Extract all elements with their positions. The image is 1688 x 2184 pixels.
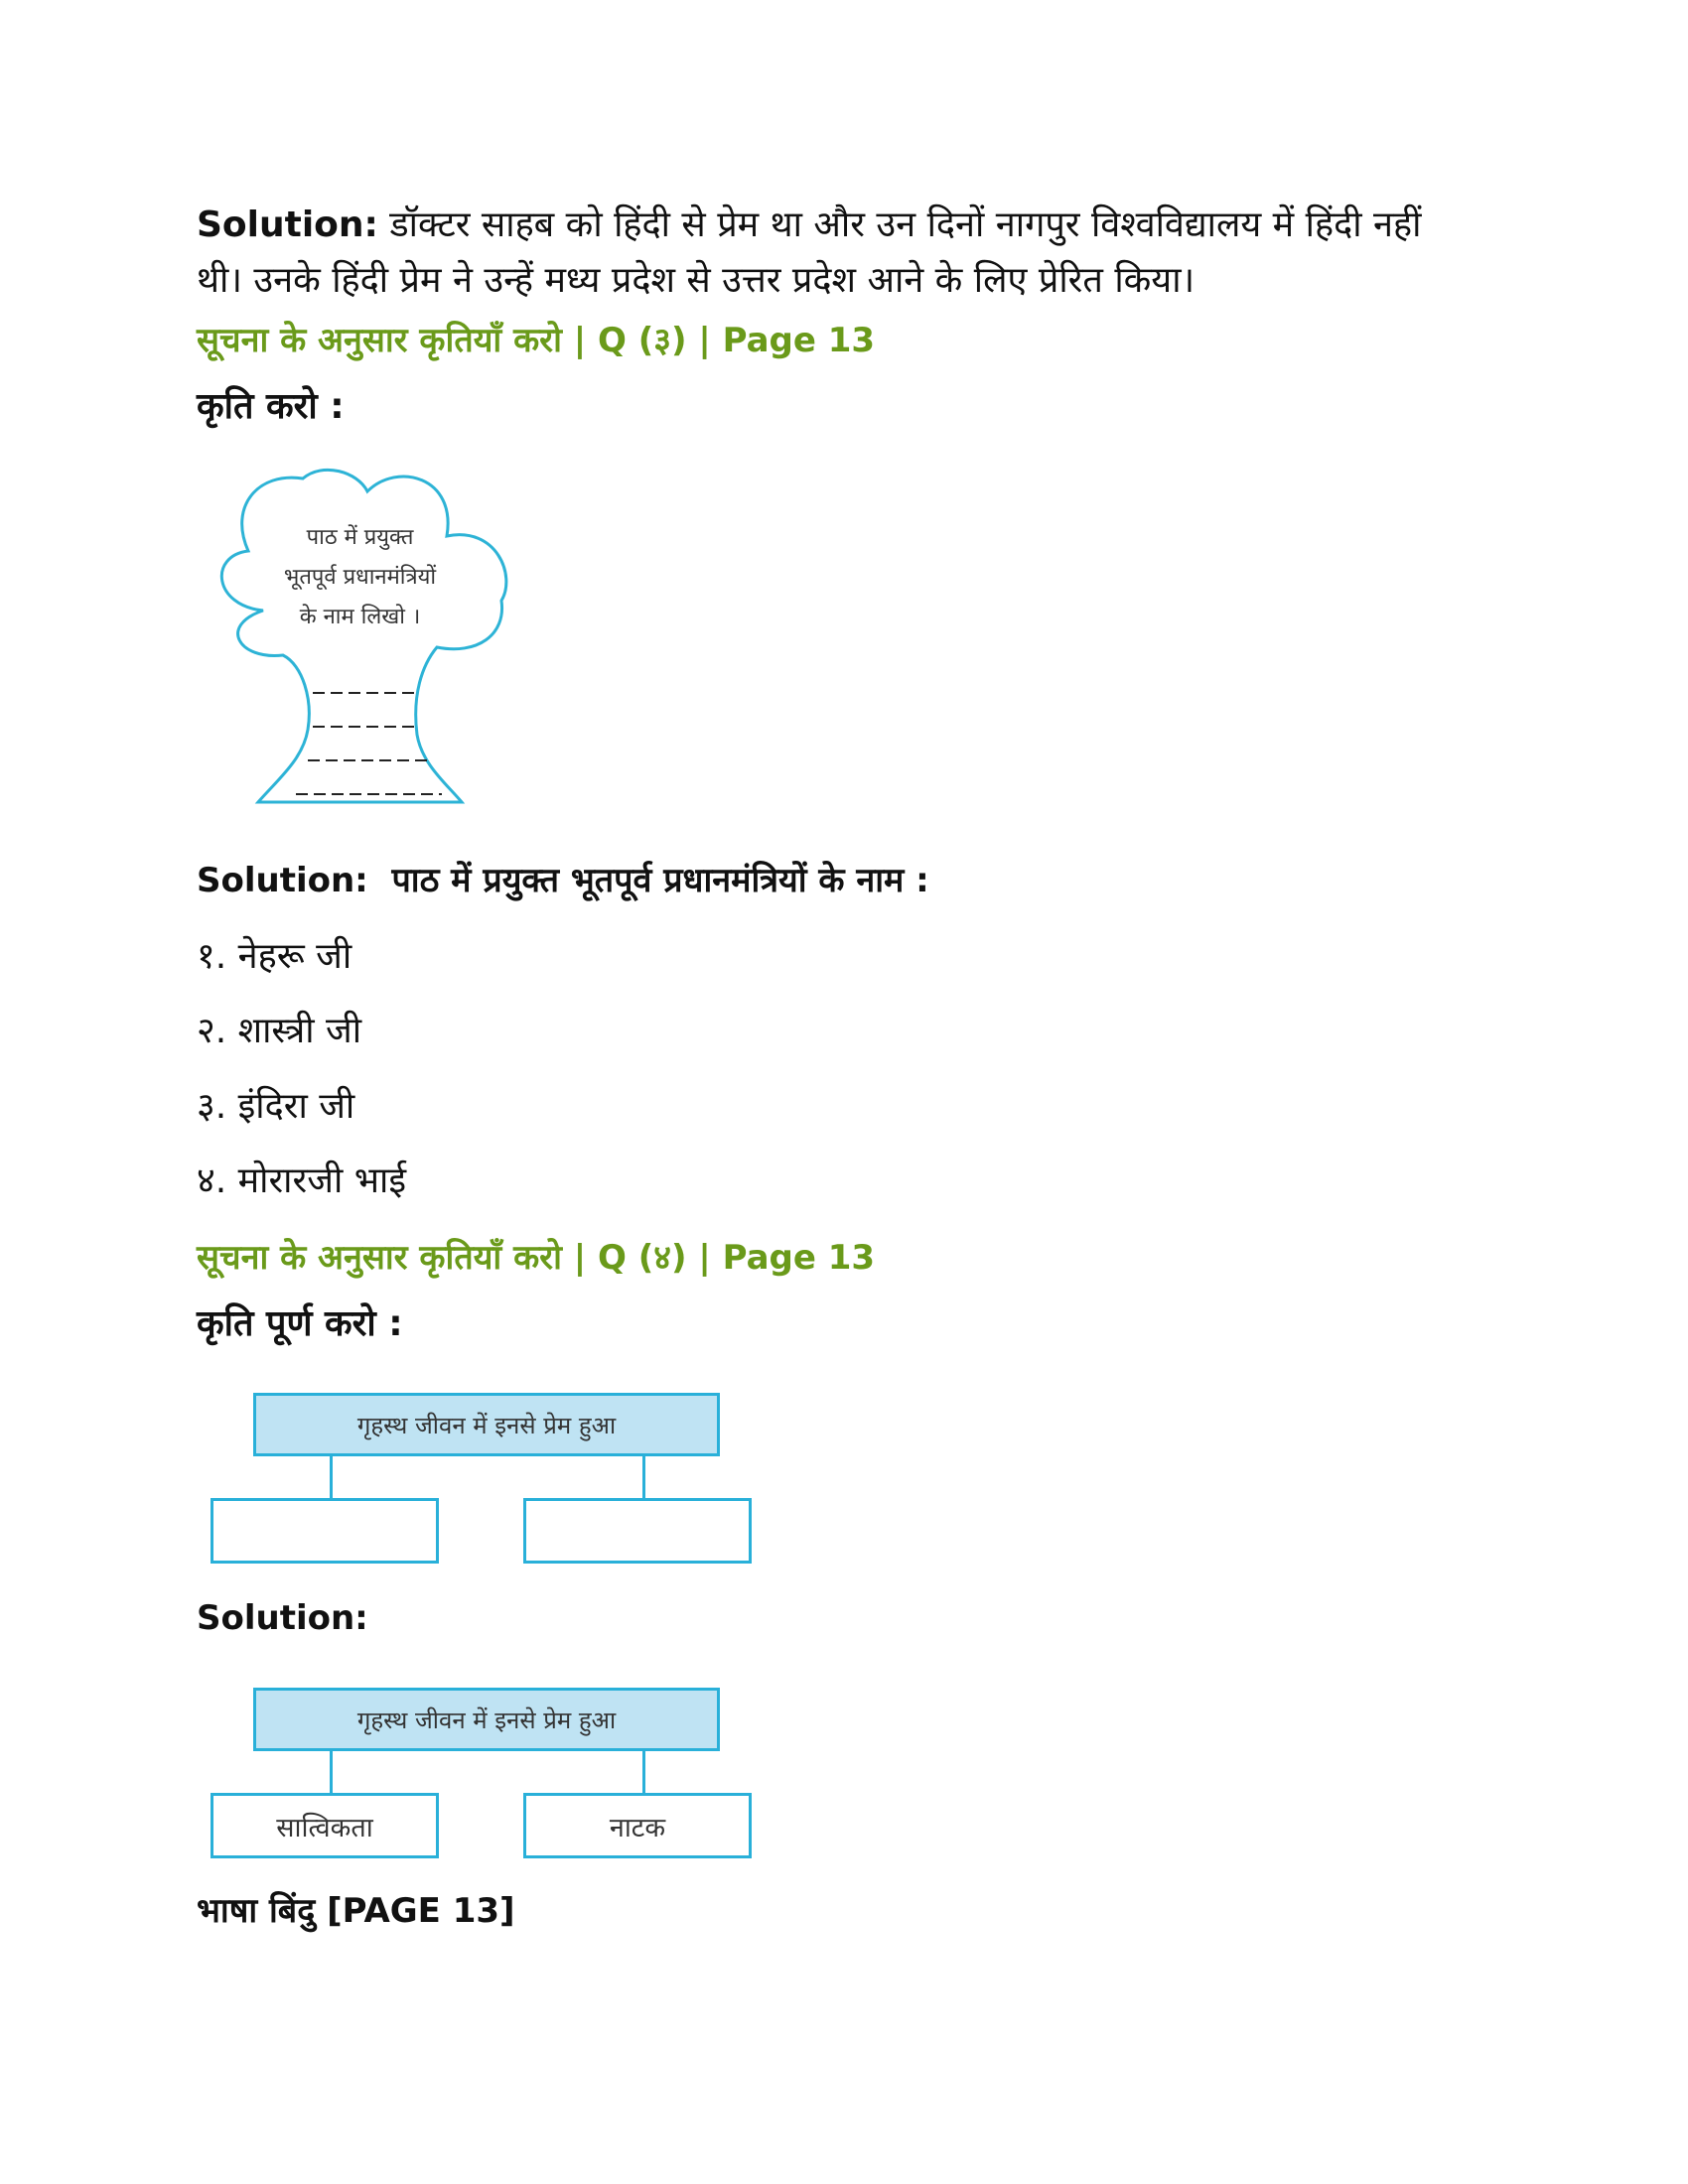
diagram-child-left-blank	[211, 1498, 439, 1564]
solution-paragraph-line2: थी। उनके हिंदी प्रेम ने उन्हें मध्य प्रदेश से उत्तर प्रदेश आने के लिए प्रेरित किया।	[197, 260, 1196, 301]
question3-heading: सूचना के अनुसार कृतियाँ करो | Q (३) | Page 13	[197, 321, 876, 360]
cloud-text	[209, 518, 511, 637]
connector-right	[642, 1456, 645, 1498]
connector-left	[330, 1751, 333, 1793]
diagram-child-right-blank	[523, 1498, 752, 1564]
cloud-line-2: भूतपूर्व प्रधानमंत्रियों	[283, 565, 437, 590]
answer-item-1: १. नेहरू जी	[197, 936, 352, 977]
diagram-top-box: गृहस्थ जीवन में इनसे प्रेम हुआ	[253, 1688, 720, 1751]
diagram-child-left: सात्विकता	[211, 1793, 439, 1858]
cloud-line-1: पाठ में प्रयुक्त	[306, 525, 414, 550]
solution-diagram	[209, 1688, 755, 1866]
question3-solution	[197, 856, 929, 901]
question3-task: कृति करो :	[197, 386, 345, 427]
solution-label: Solution:	[197, 205, 378, 245]
answer-item-3: ३. इंदिरा जी	[197, 1086, 355, 1127]
solution-label: Solution:	[197, 861, 368, 900]
connector-right	[642, 1751, 645, 1793]
question4-heading: सूचना के अनुसार कृतियाँ करो | Q (४) | Page 13	[197, 1238, 876, 1278]
cloud-line-3: के नाम लिखो ।	[299, 605, 421, 629]
connector-left	[330, 1456, 333, 1498]
solution-text: डॉक्टर साहब को हिंदी से प्रेम था और उन दिनों नागपुर विश्वविद्यालय में हिंदी नहीं	[389, 205, 1422, 245]
cloud-tree-figure	[209, 467, 511, 804]
question4-solution-label: Solution:	[197, 1598, 368, 1638]
solution-paragraph-line1	[197, 199, 1421, 252]
blank-diagram	[209, 1393, 755, 1571]
question4-task: कृति पूर्ण करो :	[197, 1303, 403, 1344]
answer-item-4: ४. मोरारजी भाई	[197, 1160, 407, 1201]
diagram-child-right: नाटक	[523, 1793, 752, 1858]
solution-title: पाठ में प्रयुक्त भूतपूर्व प्रधानमंत्रियों के नाम :	[391, 861, 929, 900]
bhasha-bindu-heading: भाषा बिंदु [PAGE 13]	[197, 1891, 515, 1931]
answer-item-2: २. शास्त्री जी	[197, 1011, 362, 1051]
diagram-top-box: गृहस्थ जीवन में इनसे प्रेम हुआ	[253, 1393, 720, 1456]
